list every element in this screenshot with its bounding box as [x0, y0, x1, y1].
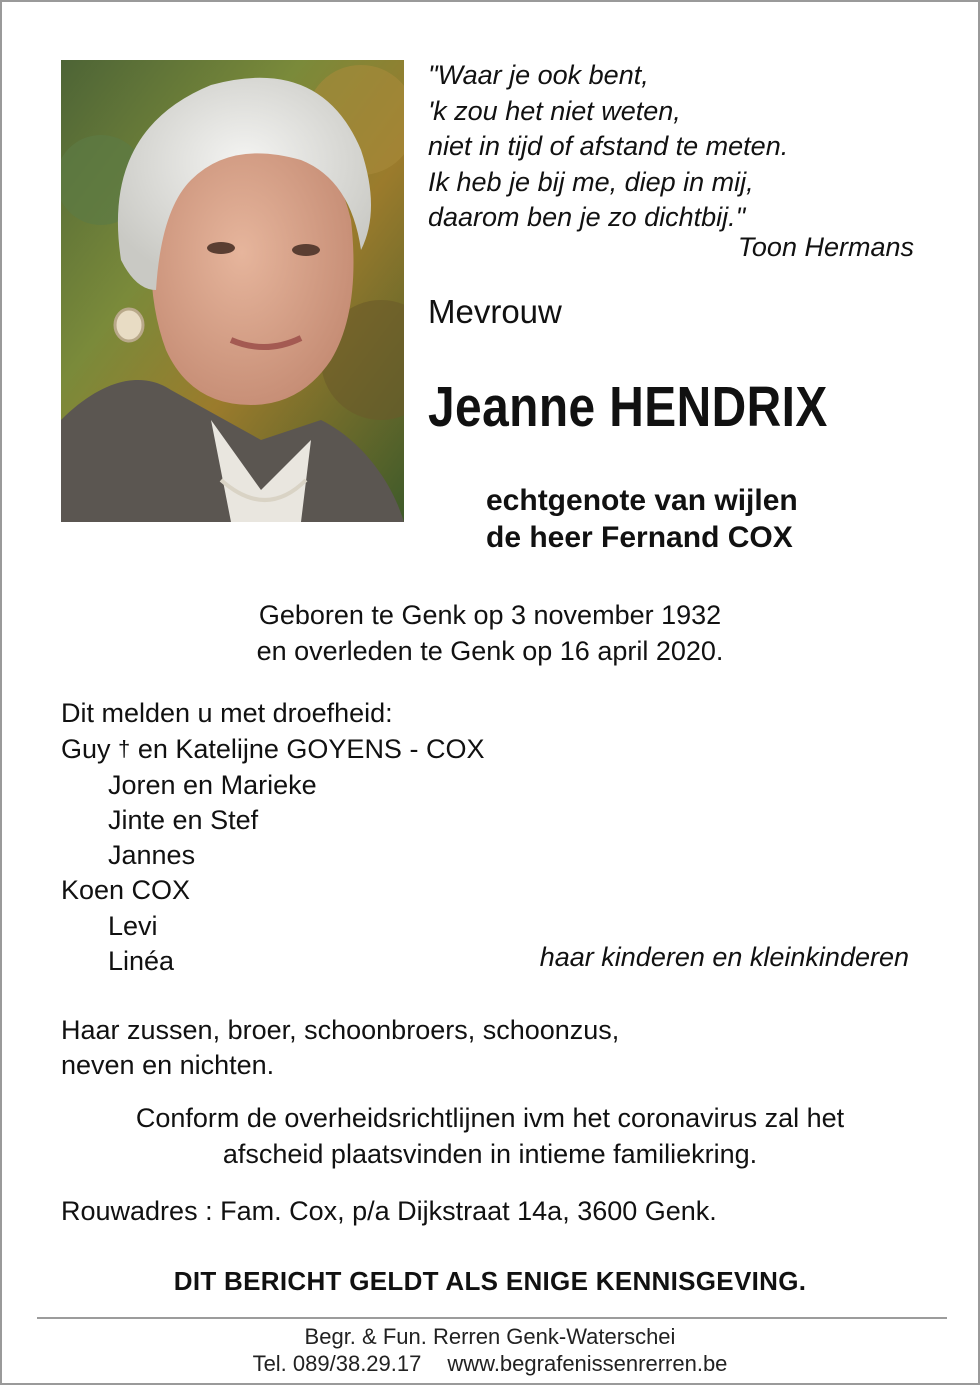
relatives-line: neven en nichten. — [61, 1050, 275, 1080]
relatives — [61, 1013, 619, 1083]
salutation: Mevrouw — [428, 293, 562, 330]
poem-author: Toon Hermans — [737, 232, 914, 262]
poem-line: niet in tijd of afstand te meten. — [428, 131, 789, 161]
cross-icon: † — [118, 736, 131, 762]
spouse-line: echtgenote van wijlen — [486, 484, 798, 517]
death-date: en overleden te Genk op 16 april 2020. — [256, 635, 724, 666]
poem-line: Ik heb je bij me, diep in mij, — [428, 166, 754, 197]
corona-line: Conform de overheidsrichtlijnen ivm het coronavirus zal het — [135, 1103, 845, 1133]
grandchild-line: Joren en Marieke — [108, 769, 317, 800]
corona-notice — [2, 1101, 978, 1172]
funeral-home-website: www.begrafenissenrerren.be — [447, 1351, 728, 1376]
spouse-line: de heer Fernand COX — [486, 521, 793, 554]
life-dates — [2, 598, 978, 669]
poem-line: "Waar je ook bent, — [428, 60, 649, 90]
funeral-home — [2, 1323, 978, 1377]
spouse-info — [486, 482, 798, 556]
poem-line: daarom ben je zo dichtbij." — [428, 202, 746, 232]
deceased-name: Jeanne HENDRIX — [428, 375, 828, 439]
grandchild-line: Jinte en Stef — [108, 804, 259, 835]
divider — [37, 1317, 947, 1319]
funeral-home-name: Begr. & Fun. Rerren Genk-Waterschei — [304, 1324, 676, 1349]
grandchild-line: Levi — [108, 910, 158, 941]
announcement — [61, 696, 484, 979]
poem — [428, 58, 788, 236]
grandchild-line: Linéa — [108, 946, 175, 977]
family-member: en Katelijne GOYENS - COX — [137, 734, 485, 765]
family-member: Guy — [61, 734, 111, 765]
poem-line: 'k zou het niet weten, — [428, 95, 681, 126]
corona-line: afscheid plaatsvinden in intieme familiekring. — [222, 1138, 758, 1169]
funeral-home-contact — [2, 1350, 978, 1377]
grandchild-line: Jannes — [108, 840, 196, 871]
family-line: Koen COX — [61, 875, 191, 906]
children-caption: haar kinderen en kleinkinderen — [539, 942, 909, 972]
family-line — [61, 731, 484, 767]
funeral-home-phone: Tel. 089/38.29.17 — [252, 1351, 422, 1376]
relatives-line: Haar zussen, broer, schoonbroers, schoonzus, — [61, 1015, 620, 1045]
mourning-address: Rouwadres : Fam. Cox, p/a Dijkstraat 14a, 3600 Genk. — [61, 1196, 717, 1226]
official-notice: DIT BERICHT GELDT ALS ENIGE KENNISGEVING. — [173, 1266, 807, 1296]
portrait-photo — [61, 60, 404, 522]
birth-date: Geboren te Genk op 3 november 1932 — [258, 600, 722, 630]
announcement-intro: Dit melden u met droefheid: — [61, 698, 393, 728]
